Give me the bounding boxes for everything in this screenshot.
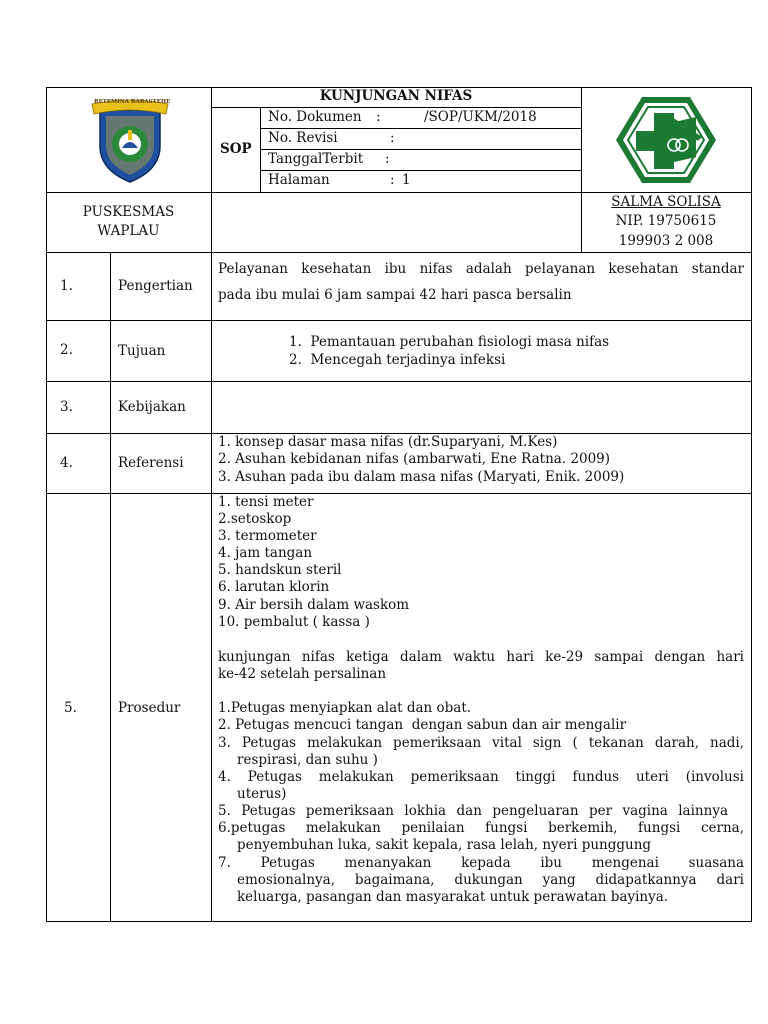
row-number: 2. [60,342,73,358]
tool-item: 3. termometer [218,528,317,544]
signer-name: SALMA SOLISA [611,194,721,210]
row-label: Referensi [118,455,184,471]
signer-nip-cont: 199903 2 008 [618,233,714,249]
visit-text: ke-42 setelah persalinan [218,666,387,682]
tool-item: 4. jam tangan [218,545,313,561]
step-item-cont: emosionalnya, bagaimana, dukungan yang didapatkannya dari [237,872,744,888]
meta-separator: : [390,130,395,146]
row-label: Kebijakan [118,399,186,415]
document-title: KUNJUNGAN NIFAS [319,88,473,104]
visit-text: kunjungan nifas ketiga dalam waktu hari ke-29 sampai dengan hari [218,649,744,665]
step-item: 1.Petugas menyiapkan alat dan obat. [218,700,472,716]
step-item: 7. Petugas menanyakan kepada ibu mengenai suasana [218,855,744,871]
org-name-line2: WAPLAU [97,223,160,239]
row-number: 1. [60,278,73,294]
content-line: pada ibu mulai 6 jam sampai 42 hari pasca bersalin [218,287,572,303]
step-item-cont: uterus) [237,786,287,802]
row-label: Prosedur [118,700,181,716]
list-item: 3. Asuhan pada ibu dalam masa nifas (Maryati, Enik. 2009) [218,469,625,485]
meta-label: Halaman [268,172,330,188]
tool-item: 9. Air bersih dalam waskom [218,597,410,613]
crest-banner-text: RETEMINA BARASTEHE [94,99,171,105]
step-item-cont: respirasi, dan suhu ) [237,752,378,768]
list-item: 2. Mencegah terjadinya infeksi [289,352,506,368]
meta-separator: : [385,151,390,167]
list-item: 1. Pemantauan perubahan fisiologi masa nifas [289,334,610,350]
meta-value: 1 [402,172,411,188]
step-item: 2. Petugas mencuci tangan dengan sabun dan air mengalir [218,717,627,733]
meta-label: TanggalTerbit [268,151,364,167]
content-line: Pelayanan kesehatan ibu nifas adalah pelayanan kesehatan standar [218,261,744,277]
regency-crest-icon [88,96,172,184]
step-item: 4. Petugas melakukan pemeriksaan tinggi fundus uteri (involusi [218,769,744,785]
meta-separator: : [376,109,381,125]
step-item: 5. Petugas pemeriksaan lokhia dan pengeluaran per vagina lainnya [218,803,728,819]
step-item: 6.petugas melakukan penilaian fungsi berkemih, fungsi cerna, [218,820,744,836]
meta-separator: : [390,172,395,188]
meta-label: No. Dokumen [268,109,362,125]
tool-item: 2.setoskop [218,511,292,527]
row-number: 5. [64,700,77,716]
meta-value: /SOP/UKM/2018 [424,109,537,125]
step-item-cont: penyembuhan luka, sakit kepala, rasa lelah, nyeri punggung [237,837,652,853]
puskesmas-cross-icon [614,95,718,185]
tool-item: 1. tensi meter [218,494,314,510]
row-label: Tujuan [118,343,166,359]
sop-label: SOP [220,141,252,157]
row-number: 3. [60,399,73,415]
step-item: 3. Petugas melakukan pemeriksaan vital sign ( tekanan darah, nadi, [218,735,744,751]
tool-item: 5. handskun steril [218,562,342,578]
step-item-cont: keluarga, pasangan dan masyarakat untuk perawatan bayinya. [237,889,669,905]
meta-label: No. Revisi [268,130,338,146]
signer-nip: NIP. 19750615 [615,213,717,229]
list-item: 1. konsep dasar masa nifas (dr.Suparyani, M.Kes) [218,434,558,450]
row-number: 4. [60,455,73,471]
row-label: Pengertian [118,278,193,294]
list-item: 2. Asuhan kebidanan nifas (ambarwati, Ene Ratna. 2009) [218,451,611,467]
tool-item: 6. larutan klorin [218,579,330,595]
org-name-line1: PUSKESMAS [82,204,175,220]
tool-item: 10. pembalut ( kassa ) [218,614,370,630]
